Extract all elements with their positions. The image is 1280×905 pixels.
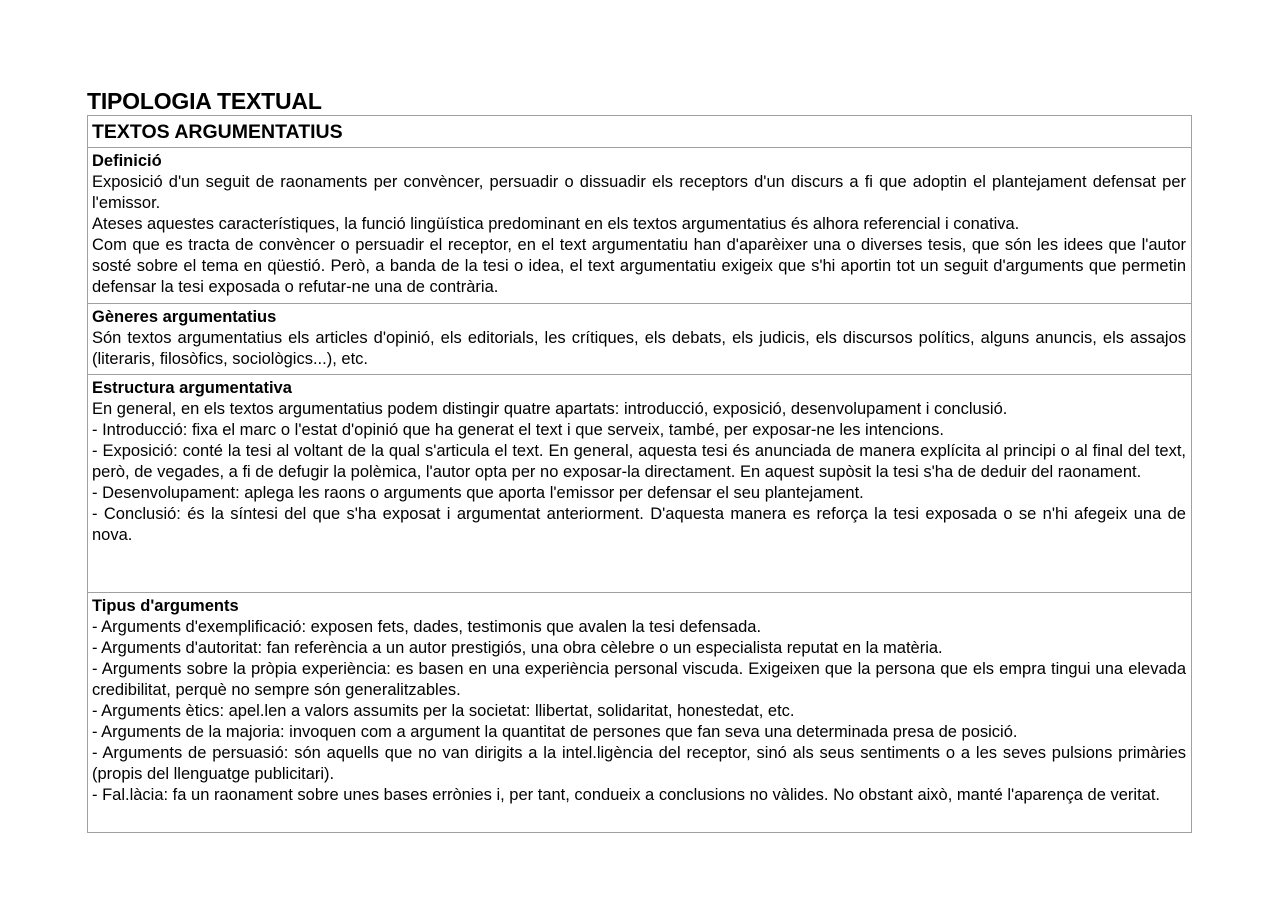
section-generes — [88, 303, 1191, 374]
paragraph: Ateses aquestes característiques, la funció lingüística predominant en els textos argumentatius és alhora referencial i conativa. — [92, 215, 1020, 233]
paragraph: En general, en els textos argumentatius podem distingir quatre apartats: introducció, exposició, desenvolupament i conclusió. — [92, 400, 1008, 418]
list-item: - Introducció: fixa el marc o l'estat d'opinió que ha generat el text i que serveix, també, per exposar-ne les intencions. — [92, 421, 944, 439]
list-item: - Fal.làcia: fa un raonament sobre unes bases errònies i, per tant, condueix a conclusions no vàlides. No obstant això, manté l'aparença de veritat. — [92, 786, 1161, 804]
list-item: - Arguments de persuasió: són aquells que no van dirigits a la intel.ligència del receptor, sinó als seus sentiments o a les seves pulsions primàries (propis del llenguatge publicitari). — [92, 744, 1186, 783]
document-title: TIPOLOGIA TEXTUAL — [87, 88, 322, 114]
list-item: - Arguments d'exemplificació: exposen fets, dades, testimonis que avalen la tesi defensada. — [92, 618, 762, 636]
list-item: - Arguments sobre la pròpia experiència: es basen en una experiència personal viscuda. Exigeixen que la persona que els empra tingui una elevada credibilitat, perquè no sempre són generalitzables. — [92, 660, 1186, 699]
section-heading: Definició — [92, 152, 162, 170]
list-item: - Arguments ètics: apel.len a valors assumits per la societat: llibertat, solidaritat, honestedat, etc. — [92, 702, 795, 720]
section-heading: Gèneres argumentatius — [92, 308, 277, 326]
list-item: - Desenvolupament: aplega les raons o arguments que aporta l'emissor per defensar el seu plantejament. — [92, 484, 864, 502]
list-item: - Arguments de la majoria: invoquen com a argument la quantitat de persones que fan seva una determinada presa de posició. — [92, 723, 1018, 741]
paragraph: Exposició d'un seguit de raonaments per convèncer, persuadir o dissuadir els receptors d'un discurs a fi que adoptin el plantejament defensat per l'emissor. — [92, 173, 1186, 212]
paragraph: Són textos argumentatius els articles d'opinió, els editorials, les crítiques, els debats, els judicis, els discursos polítics, alguns anuncis, els assajos (literaris, filosòfics, sociològics...), etc. — [92, 329, 1186, 368]
list-item: - Arguments d'autoritat: fan referència a un autor prestigiós, una obra cèlebre o un especialista reputat en la matèria. — [92, 639, 943, 657]
section-heading: Estructura argumentativa — [92, 379, 292, 397]
content-table — [87, 115, 1192, 833]
paragraph: Com que es tracta de convèncer o persuadir el receptor, en el text argumentatiu han d'aparèixer una o diverses tesis, que són les idees que l'autor sosté sobre el tema en qüestió. Però, a banda de la tesi o idea, el text argumentatiu exigeix que s'hi aportin tot un seguit d'arguments que permetin defensar la tesi exposada o refutar-ne una de contrària. — [92, 236, 1186, 296]
list-item: - Exposició: conté la tesi al voltant de la qual s'articula el text. En general, aquesta tesi és anunciada de manera explícita al principi o al final del text, però, de vegades, a fi de defugir la polèmica, l'autor opta per no exposar-la directament. En aquest supòsit la tesi s'ha de deduir del raonament. — [92, 442, 1186, 481]
section-tipus — [88, 592, 1191, 832]
table-header: TEXTOS ARGUMENTATIUS — [92, 121, 343, 143]
section-estructura — [88, 374, 1191, 592]
list-item: - Conclusió: és la síntesi del que s'ha exposat i argumentat anteriorment. D'aquesta manera es reforça la tesi exposada o se n'hi afegeix una de nova. — [92, 505, 1186, 544]
section-definicio — [88, 147, 1191, 303]
section-heading: Tipus d'arguments — [92, 597, 239, 615]
